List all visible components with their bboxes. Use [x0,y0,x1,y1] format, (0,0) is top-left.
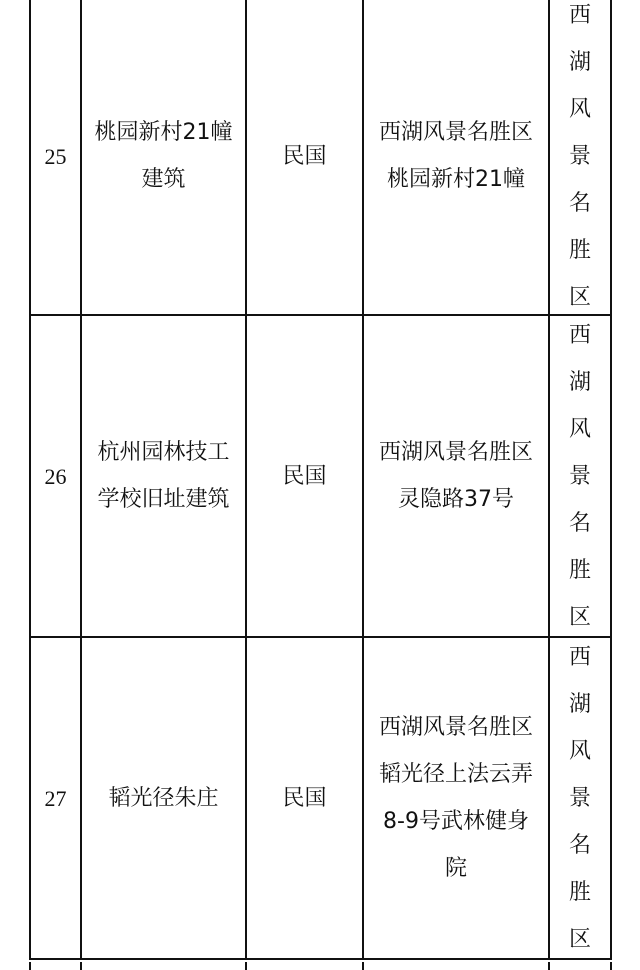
address: 西湖风景名胜区桃园新村21幢 [362,0,548,314]
address: 西湖风景名胜区灵隐路37号 [362,316,548,636]
row-number: 26 [29,316,80,636]
address: 西湖风景名胜区韬光径上法云弄8-9号武林健身院 [362,638,548,958]
building-name: 杭州园林技工学校旧址建筑 [80,316,245,636]
era: 民国 [245,316,362,636]
district: 西湖风景名胜区 [548,638,612,958]
district: 西湖风景名胜区 [548,316,612,636]
row-number: 27 [29,638,80,958]
table-row [29,0,612,316]
era: 民国 [245,638,362,958]
building-name: 桃园新村21幢建筑 [80,0,245,314]
building-name: 韬光径朱庄 [80,638,245,958]
era: 民国 [245,0,362,314]
row-number: 25 [29,0,80,314]
table-row [29,638,612,960]
table-row [29,316,612,638]
district: 西湖风景名胜区 [548,0,612,314]
next-row-stub [29,962,612,970]
heritage-table [29,0,612,960]
